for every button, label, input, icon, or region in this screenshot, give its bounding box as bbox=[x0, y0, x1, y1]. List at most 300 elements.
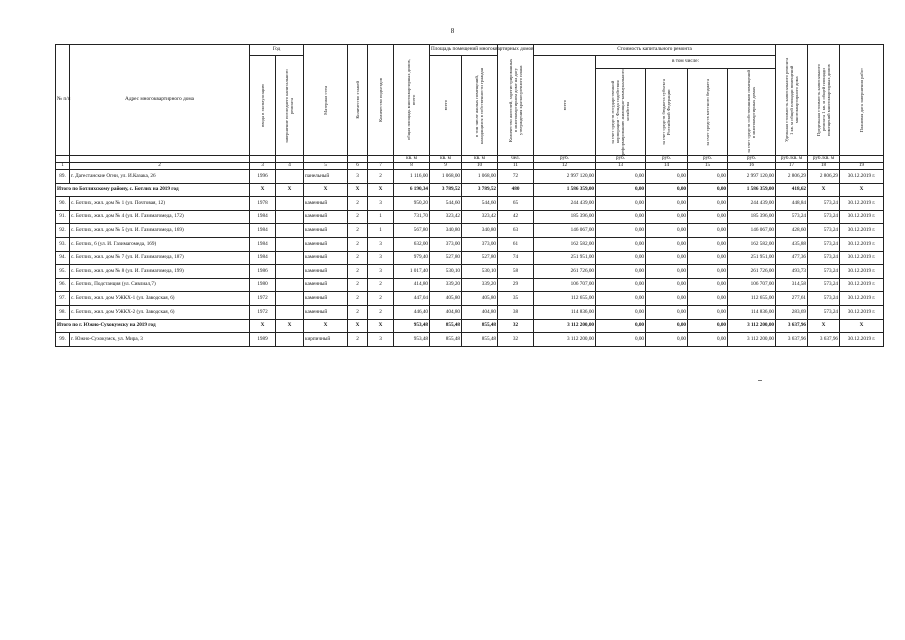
table-cell: каменный bbox=[304, 251, 348, 265]
table-cell: 1980 bbox=[250, 278, 276, 292]
table-cell: 0,00 bbox=[646, 224, 688, 238]
table-cell: 95. bbox=[56, 265, 70, 279]
unit-cell: руб./кв. м bbox=[776, 156, 808, 163]
column-number-cell: 15 bbox=[688, 163, 728, 170]
table-row bbox=[56, 170, 884, 184]
table-cell: 1984 bbox=[250, 224, 276, 238]
table-cell: 404,80 bbox=[462, 305, 498, 319]
table-cell: 3 bbox=[368, 237, 394, 251]
unit-cost-header: Удельная стоимость капитального ремонта 1 кв. м общей площади помещений многоквартирного дома bbox=[776, 45, 808, 156]
unit-cell: руб. bbox=[534, 156, 596, 163]
table-cell: кирпичный bbox=[304, 333, 348, 347]
table-cell: 0,00 bbox=[596, 237, 646, 251]
table-cell: 0,00 bbox=[646, 278, 688, 292]
table-row bbox=[56, 265, 884, 279]
table-cell: 96. bbox=[56, 278, 70, 292]
table-cell: 323,42 bbox=[462, 210, 498, 224]
table-cell: 855,48 bbox=[462, 333, 498, 347]
col-address-header: Адрес многоквартирного дома bbox=[70, 45, 250, 156]
table-cell: 112 655,00 bbox=[728, 292, 776, 306]
table-cell: X bbox=[348, 183, 368, 197]
table-row bbox=[56, 197, 884, 211]
table-cell: 950,20 bbox=[394, 197, 430, 211]
table-cell: 0,00 bbox=[688, 292, 728, 306]
table-cell: 323,42 bbox=[430, 210, 462, 224]
unit-cell: руб./кв. м bbox=[808, 156, 840, 163]
table-cell: 0,00 bbox=[688, 237, 728, 251]
table-cell: 0,00 bbox=[646, 319, 688, 333]
year-group-header: Год bbox=[250, 45, 304, 56]
table-cell: 0,00 bbox=[596, 305, 646, 319]
table-cell: 1 586 359,00 bbox=[534, 183, 596, 197]
table-cell: 435,88 bbox=[776, 237, 808, 251]
table-cell: с. Ботлих, жил. дом № 8 (ул. И. Газимагомеда, 199) bbox=[70, 265, 250, 279]
table-cell: 30.12.2019 г. bbox=[840, 265, 884, 279]
table-row bbox=[56, 333, 884, 347]
table-cell: 2 bbox=[348, 278, 368, 292]
table-cell: X bbox=[808, 183, 840, 197]
unit-cell: чел. bbox=[498, 156, 534, 163]
table-cell: 2 bbox=[348, 251, 368, 265]
column-number-cell: 14 bbox=[646, 163, 688, 170]
cost-fund-header: за счет средств государственной корпорации - Фонда содействия реформированию жилищно-коммунального хозяйства bbox=[596, 69, 646, 156]
table-cell: 0,00 bbox=[596, 265, 646, 279]
table-cell: 530,10 bbox=[430, 265, 462, 279]
table-cell: 1972 bbox=[250, 292, 276, 306]
table-cell: 573,24 bbox=[776, 210, 808, 224]
table-cell: 251 951,00 bbox=[728, 251, 776, 265]
table-cell: 979,40 bbox=[394, 251, 430, 265]
column-number-cell: 13 bbox=[596, 163, 646, 170]
table-cell: 3 637,96 bbox=[808, 333, 840, 347]
table-cell: 2 bbox=[348, 305, 368, 319]
table-cell: 38 bbox=[498, 305, 534, 319]
table-cell: 405,80 bbox=[462, 292, 498, 306]
cost-local-header: за счет средств местного бюджета bbox=[688, 69, 728, 156]
column-number-cell: 18 bbox=[808, 163, 840, 170]
table-cell: каменный bbox=[304, 278, 348, 292]
table-cell: 92. bbox=[56, 224, 70, 238]
year-commission-header: ввода в эксплуатацию bbox=[250, 56, 276, 156]
table-row bbox=[56, 224, 884, 238]
table-cell: с. Ботлих, жил. дом № 4 (ул. И. Газимагомеда, 172) bbox=[70, 210, 250, 224]
table-cell: с. Ботлих, жил. дом № 7 (ул. И. Газимагомеда, 187) bbox=[70, 251, 250, 265]
table-cell: 2 bbox=[348, 224, 368, 238]
table-cell: 90. bbox=[56, 197, 70, 211]
unit-cell: кв. м bbox=[394, 156, 430, 163]
table-cell: 162 582,00 bbox=[728, 237, 776, 251]
table-cell: 0,00 bbox=[646, 197, 688, 211]
table-cell: 3 112 200,00 bbox=[534, 319, 596, 333]
column-numbers-row bbox=[56, 163, 884, 170]
table-cell: 106 707,00 bbox=[534, 278, 596, 292]
table-cell: X bbox=[304, 319, 348, 333]
table-cell: 573,24 bbox=[808, 265, 840, 279]
table-cell: 3 637,96 bbox=[776, 333, 808, 347]
column-number-cell: 1 bbox=[56, 163, 70, 170]
table-cell: 244 439,00 bbox=[534, 197, 596, 211]
table-cell: 30.12.2019 г. bbox=[840, 251, 884, 265]
table-cell: 2 806,29 bbox=[808, 170, 840, 184]
table-cell: 0,00 bbox=[646, 251, 688, 265]
table-cell: 405,80 bbox=[430, 292, 462, 306]
table-cell: 2 bbox=[348, 197, 368, 211]
table-cell: 2 bbox=[348, 292, 368, 306]
plan-date-header: Плановая дата завершения работ bbox=[840, 45, 884, 156]
table-cell: каменный bbox=[304, 265, 348, 279]
table-cell: 3 bbox=[368, 251, 394, 265]
table-cell: 94. bbox=[56, 251, 70, 265]
column-number-cell: 7 bbox=[368, 163, 394, 170]
table-cell: 3 637,96 bbox=[776, 319, 808, 333]
table-cell: 42 bbox=[498, 210, 534, 224]
table-cell: 573,24 bbox=[808, 197, 840, 211]
repair-plan-table bbox=[55, 44, 884, 347]
table-cell: 573,24 bbox=[808, 292, 840, 306]
cost-group-header: Стоимость капитального ремонта bbox=[534, 45, 776, 56]
table-cell: 0,00 bbox=[646, 333, 688, 347]
table-row bbox=[56, 237, 884, 251]
table-row bbox=[56, 292, 884, 306]
table-cell: 1 116,00 bbox=[394, 170, 430, 184]
subtotal-label: Итого по Ботлихскому району, с. Ботлих на 2019 год bbox=[56, 183, 250, 197]
table-cell: г. Южно-Сухокумск, ул. Мира, 3 bbox=[70, 333, 250, 347]
table-cell: 146 067,00 bbox=[534, 224, 596, 238]
area-group-header: Площадь помещений многоквартирных домов bbox=[430, 45, 498, 56]
subtotal-row bbox=[56, 183, 884, 197]
table-cell bbox=[276, 265, 304, 279]
table-cell: 0,00 bbox=[688, 265, 728, 279]
table-cell: 447,04 bbox=[394, 292, 430, 306]
page-number: 8 bbox=[450, 27, 455, 35]
table-cell: 0,00 bbox=[688, 197, 728, 211]
table-cell: 2 bbox=[368, 170, 394, 184]
table-cell: 855,48 bbox=[462, 319, 498, 333]
column-number-cell: 4 bbox=[276, 163, 304, 170]
year-repair-header: завершение последнего капитального ремонта bbox=[276, 56, 304, 156]
table-cell: 30.12.2019 г. bbox=[840, 333, 884, 347]
table-cell: 1 bbox=[368, 210, 394, 224]
table-cell: 0,00 bbox=[646, 237, 688, 251]
table-cell: X bbox=[840, 319, 884, 333]
column-number-cell: 5 bbox=[304, 163, 348, 170]
table-cell: 953,48 bbox=[394, 333, 430, 347]
table-cell: 162 582,00 bbox=[534, 237, 596, 251]
table-cell: каменный bbox=[304, 237, 348, 251]
table-cell: 1978 bbox=[250, 197, 276, 211]
table-cell: 89. bbox=[56, 170, 70, 184]
table-cell: 573,24 bbox=[808, 224, 840, 238]
table-cell: 0,00 bbox=[646, 170, 688, 184]
table-cell: X bbox=[276, 319, 304, 333]
unit-cell: руб. bbox=[596, 156, 646, 163]
table-cell: 0,00 bbox=[646, 183, 688, 197]
table-cell: 446,40 bbox=[394, 305, 430, 319]
table-cell: 1984 bbox=[250, 237, 276, 251]
table-cell: 477,36 bbox=[776, 251, 808, 265]
table-cell: 283,69 bbox=[776, 305, 808, 319]
column-number-cell: 11 bbox=[498, 163, 534, 170]
table-cell: каменный bbox=[304, 210, 348, 224]
area-owned-header: в том числе жилых помещений, находящихся в собственности граждан bbox=[462, 56, 498, 156]
units-row bbox=[56, 156, 884, 163]
table-cell: 72 bbox=[498, 170, 534, 184]
table-cell: X bbox=[840, 183, 884, 197]
table-cell: 0,00 bbox=[688, 305, 728, 319]
table-cell: 0,00 bbox=[646, 210, 688, 224]
table-cell: 114 836,00 bbox=[728, 305, 776, 319]
table-cell: 58 bbox=[498, 265, 534, 279]
table-cell: 1 068,00 bbox=[462, 170, 498, 184]
table-cell: 3 789,52 bbox=[430, 183, 462, 197]
table-cell bbox=[276, 333, 304, 347]
table-cell: 30.12.2019 г. bbox=[840, 278, 884, 292]
table-cell: 2 bbox=[348, 237, 368, 251]
table-cell: 2 bbox=[348, 210, 368, 224]
table-cell: с. Ботлих, жил. дом УЖКХ-2 (ул. Заводская, 6) bbox=[70, 305, 250, 319]
table-cell: 0,00 bbox=[596, 319, 646, 333]
table-cell: 0,00 bbox=[688, 278, 728, 292]
col-num-header: № п/п bbox=[56, 45, 70, 156]
table-cell: 0,00 bbox=[688, 183, 728, 197]
table-cell: 339,20 bbox=[462, 278, 498, 292]
table-cell: 573,24 bbox=[808, 251, 840, 265]
unit-cell: руб. bbox=[646, 156, 688, 163]
table-cell: X bbox=[368, 183, 394, 197]
table-cell: 0,00 bbox=[596, 210, 646, 224]
table-cell: X bbox=[348, 319, 368, 333]
table-cell: 146 067,00 bbox=[728, 224, 776, 238]
table-cell: X bbox=[250, 319, 276, 333]
table-cell: 65 bbox=[498, 197, 534, 211]
table-cell: 493,73 bbox=[776, 265, 808, 279]
subtotal-row bbox=[56, 319, 884, 333]
table-cell: 114 836,00 bbox=[534, 305, 596, 319]
header-row-1 bbox=[56, 45, 884, 56]
table-cell: 339,20 bbox=[430, 278, 462, 292]
table-cell: каменный bbox=[304, 292, 348, 306]
table-cell: 1996 bbox=[250, 170, 276, 184]
table-cell: 340,80 bbox=[462, 224, 498, 238]
column-number-cell: 16 bbox=[728, 163, 776, 170]
table-cell: 6 190,34 bbox=[394, 183, 430, 197]
table-cell: 1 017,40 bbox=[394, 265, 430, 279]
table-cell: 99. bbox=[56, 333, 70, 347]
table-cell: 112 655,00 bbox=[534, 292, 596, 306]
table-cell bbox=[276, 292, 304, 306]
table-cell: 1989 bbox=[250, 333, 276, 347]
table-cell: 0,00 bbox=[646, 265, 688, 279]
wall-material-header: Материал стен bbox=[304, 45, 348, 156]
table-cell: 527,80 bbox=[430, 251, 462, 265]
table-cell: 2 997 120,00 bbox=[728, 170, 776, 184]
table-cell: 2 bbox=[368, 305, 394, 319]
table-cell: 632,00 bbox=[394, 237, 430, 251]
table-cell: 91. bbox=[56, 210, 70, 224]
table-cell: 0,00 bbox=[688, 170, 728, 184]
table-cell: 567,80 bbox=[394, 224, 430, 238]
table-cell: 1986 bbox=[250, 265, 276, 279]
table-cell: 544,60 bbox=[430, 197, 462, 211]
table-cell: 3 112 200,00 bbox=[534, 333, 596, 347]
table-cell: 2 bbox=[348, 333, 368, 347]
table-cell: 448,84 bbox=[776, 197, 808, 211]
table-cell: 97. bbox=[56, 292, 70, 306]
table-row bbox=[56, 210, 884, 224]
table-cell: 1984 bbox=[250, 210, 276, 224]
table-row bbox=[56, 305, 884, 319]
table-cell: 3 789,52 bbox=[462, 183, 498, 197]
table-cell bbox=[276, 224, 304, 238]
table-cell: каменный bbox=[304, 197, 348, 211]
area-total-header: всего bbox=[430, 56, 462, 156]
column-number-cell: 17 bbox=[776, 163, 808, 170]
table-cell: 0,00 bbox=[688, 251, 728, 265]
table-cell: 30.12.2019 г. bbox=[840, 305, 884, 319]
table-cell: 0,00 bbox=[596, 170, 646, 184]
table-cell: 0,00 bbox=[688, 333, 728, 347]
table-cell: 0,00 bbox=[596, 333, 646, 347]
floors-header: Количество этажей bbox=[348, 45, 368, 156]
table-cell: 573,24 bbox=[808, 278, 840, 292]
residents-header: Количество жителей, зарегистрированных в многоквартирном доме на дату утверждения краткосрочного плана bbox=[498, 45, 534, 156]
table-cell: 404,80 bbox=[430, 305, 462, 319]
table-cell: 1 586 359,00 bbox=[728, 183, 776, 197]
table-cell: 244 439,00 bbox=[728, 197, 776, 211]
max-cost-header: Предельная стоимость капитального ремонта 1 кв. м общей площади помещений многоквартирных домов bbox=[808, 45, 840, 156]
table-cell: 32 bbox=[498, 333, 534, 347]
table-cell: 0,00 bbox=[688, 210, 728, 224]
table-cell: 0,00 bbox=[646, 305, 688, 319]
table-cell: 731,70 bbox=[394, 210, 430, 224]
table-cell: X bbox=[304, 183, 348, 197]
table-cell: 373,00 bbox=[462, 237, 498, 251]
table-row bbox=[56, 278, 884, 292]
table-cell: 3 112 200,00 bbox=[728, 319, 776, 333]
table-cell: 373,00 bbox=[430, 237, 462, 251]
table-cell: 1 068,00 bbox=[430, 170, 462, 184]
table-cell: 93. bbox=[56, 237, 70, 251]
table-cell: 35 bbox=[498, 292, 534, 306]
table-cell: 29 bbox=[498, 278, 534, 292]
table-cell: 98. bbox=[56, 305, 70, 319]
table-cell: 61 bbox=[498, 237, 534, 251]
table-cell: 30.12.2019 г. bbox=[840, 197, 884, 211]
cost-region-header: за счет средств бюджета субъекта Российской Федерации bbox=[646, 69, 688, 156]
table-cell: 30.12.2019 г. bbox=[840, 224, 884, 238]
table-cell: 0,00 bbox=[688, 224, 728, 238]
table-cell bbox=[276, 170, 304, 184]
cost-owners-header: за счет средств собственников помещений в многоквартирных домах bbox=[728, 69, 776, 156]
table-cell: 30.12.2019 г. bbox=[840, 292, 884, 306]
table-cell: 573,24 bbox=[808, 305, 840, 319]
table-cell: X bbox=[276, 183, 304, 197]
scan-mark bbox=[758, 380, 762, 381]
cost-total-header: всего bbox=[534, 56, 596, 156]
table-cell: 1 bbox=[368, 224, 394, 238]
table-cell: с. Ботлих, Подстанция (ул. Сивлиал,7) bbox=[70, 278, 250, 292]
table-cell: 428,60 bbox=[776, 224, 808, 238]
table-cell: 63 bbox=[498, 224, 534, 238]
table-cell bbox=[276, 237, 304, 251]
table-cell: 3 112 200,00 bbox=[728, 333, 776, 347]
table-cell: 418,62 bbox=[776, 183, 808, 197]
incl-header: в том числе: bbox=[596, 56, 776, 69]
table-cell: 2 bbox=[348, 265, 368, 279]
table-cell: с. Ботлих, 6 (ул. И. Газимагомеда, 169) bbox=[70, 237, 250, 251]
table-cell: 573,24 bbox=[808, 210, 840, 224]
table-cell: 30.12.2019 г. bbox=[840, 237, 884, 251]
column-number-cell: 12 bbox=[534, 163, 596, 170]
table-cell: 0,00 bbox=[596, 278, 646, 292]
table-cell: X bbox=[250, 183, 276, 197]
column-number-cell: 3 bbox=[250, 163, 276, 170]
table-cell: 855,48 bbox=[430, 319, 462, 333]
table-cell: 0,00 bbox=[596, 183, 646, 197]
table-row bbox=[56, 251, 884, 265]
table-cell: 261 726,00 bbox=[728, 265, 776, 279]
table-cell: 74 bbox=[498, 251, 534, 265]
table-cell: 1984 bbox=[250, 251, 276, 265]
table-cell: 314,58 bbox=[776, 278, 808, 292]
unit-cell: руб. bbox=[688, 156, 728, 163]
table-cell: 0,00 bbox=[646, 292, 688, 306]
table-cell: 414,80 bbox=[394, 278, 430, 292]
unit-cell: кв. м bbox=[430, 156, 462, 163]
table-cell bbox=[276, 210, 304, 224]
table-cell: 3 bbox=[348, 170, 368, 184]
table-cell bbox=[276, 197, 304, 211]
table-cell: 480 bbox=[498, 183, 534, 197]
table-cell: 1972 bbox=[250, 305, 276, 319]
table-cell bbox=[276, 251, 304, 265]
subtotal-label: Итого по г. Южно-Сухокумску на 2019 год bbox=[56, 319, 250, 333]
table-cell: 0,00 bbox=[688, 319, 728, 333]
table-cell: 185 396,00 bbox=[728, 210, 776, 224]
table-cell: 953,48 bbox=[394, 319, 430, 333]
unit-cell: кв. м bbox=[462, 156, 498, 163]
column-number-cell: 8 bbox=[394, 163, 430, 170]
table-cell: 106 707,00 bbox=[728, 278, 776, 292]
table-cell: 2 806,29 bbox=[776, 170, 808, 184]
total-area-header: общая площадь многоквартирных домов, всего bbox=[394, 45, 430, 156]
table-cell: 2 bbox=[368, 292, 394, 306]
table-cell: 2 bbox=[368, 278, 394, 292]
table-cell: каменный bbox=[304, 305, 348, 319]
table-cell bbox=[276, 305, 304, 319]
table-cell: г. Дагестанские Огни, ул. И.Казака, 26 bbox=[70, 170, 250, 184]
table-cell: 30.12.2019 г. bbox=[840, 210, 884, 224]
table-cell: панельный bbox=[304, 170, 348, 184]
table-cell: X bbox=[368, 319, 394, 333]
table-cell: X bbox=[808, 319, 840, 333]
entrances-header: Количество подъездов bbox=[368, 45, 394, 156]
column-number-cell: 9 bbox=[430, 163, 462, 170]
table-cell: 544,60 bbox=[462, 197, 498, 211]
unit-cell: руб. bbox=[728, 156, 776, 163]
table-cell: 277,61 bbox=[776, 292, 808, 306]
table-cell: 855,48 bbox=[430, 333, 462, 347]
column-number-cell: 6 bbox=[348, 163, 368, 170]
table-cell: 30.12.2019 г. bbox=[840, 170, 884, 184]
column-number-cell: 10 bbox=[462, 163, 498, 170]
table-cell: 0,00 bbox=[596, 292, 646, 306]
table-cell: с. Ботлих, жил. дом № 5 (ул. И. Газимагомеда, 169) bbox=[70, 224, 250, 238]
table-cell: 2 997 120,00 bbox=[534, 170, 596, 184]
table-cell: 261 726,00 bbox=[534, 265, 596, 279]
table-cell: 185 396,00 bbox=[534, 210, 596, 224]
table-cell: 3 bbox=[368, 197, 394, 211]
